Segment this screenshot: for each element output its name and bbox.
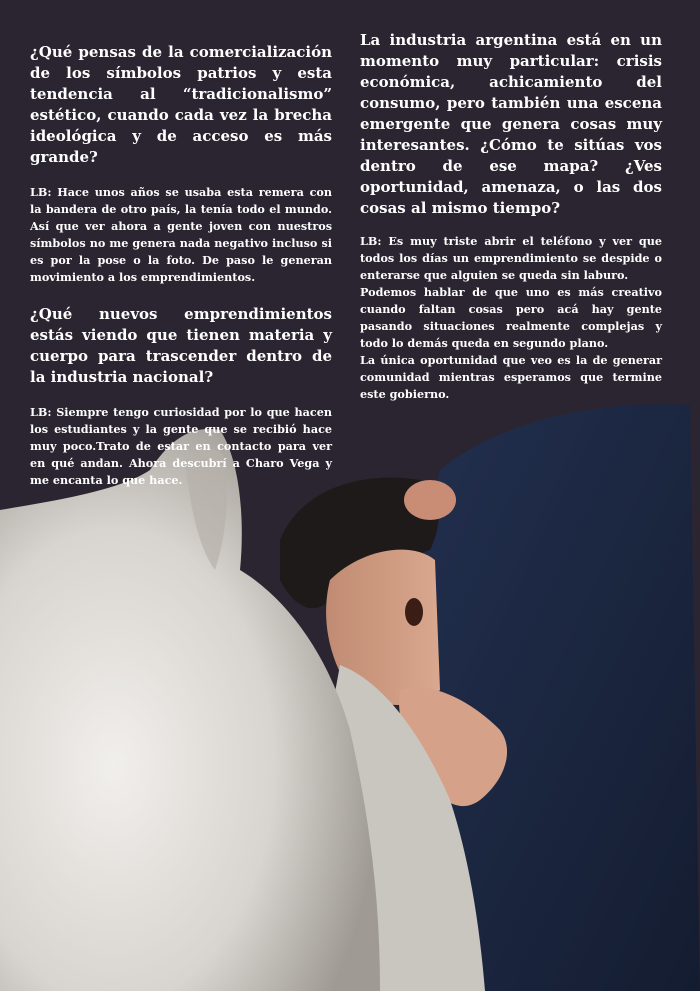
answer-commercialization: LB: Hace unos años se usaba esta remera con la bandera de otro país, la tenía todo el mundo. Así que ver ahora a gente joven con nuestros símbolos no me genera nada negativo incluso si es por la pose o la foto. De paso le generan movimiento a los emprendimientos. bbox=[30, 185, 332, 284]
left-column bbox=[30, 0, 332, 489]
answer-industry-p1: LB: Es muy triste abrir el teléfono y ver que todos los días un emprendimiento se despide o enterarse que alguien se queda sin laburo. bbox=[360, 234, 662, 282]
ear-shape bbox=[404, 480, 456, 520]
answer-industry-p2: Podemos hablar de que uno es más creativo cuando faltan cosas pero acá hay gente pasando situaciones realmente complejas y todo lo demás queda en segundo plano. bbox=[360, 285, 662, 350]
question-industry-context: La industria argentina está en un momento muy particular: crisis económica, achicamiento del consumo, pero también una escena emergente que genera cosas muy interesantes. ¿Cómo te sitúas vos dentro de ese mapa? ¿Ves oportunidad, amenaza, o las dos cosas al mismo tiempo? bbox=[360, 31, 662, 217]
answer-new-ventures: LB: Siempre tengo curiosidad por lo que hacen los estudiantes y la gente que se recibió hace muy poco.Trato de estar en contacto para ver en qué andan. Ahora descubrí a Charo Vega y me encanta lo que hace. bbox=[30, 405, 332, 487]
eye-shape bbox=[405, 598, 423, 626]
question-new-ventures: ¿Qué nuevos emprendimientos estás viendo que tienen materia y cuerpo para trascender dentro de la industria nacional? bbox=[30, 305, 332, 386]
question-commercialization: ¿Qué pensas de la comercialización de los símbolos patrios y esta tendencia al “tradicionalismo” estético, cuando cada vez la brecha ideológica y de acceso es más grande? bbox=[30, 43, 332, 166]
right-column bbox=[360, 0, 662, 403]
answer-industry-p3: La única oportunidad que veo es la de generar comunidad mientras esperamos que termine este gobierno. bbox=[360, 353, 662, 401]
